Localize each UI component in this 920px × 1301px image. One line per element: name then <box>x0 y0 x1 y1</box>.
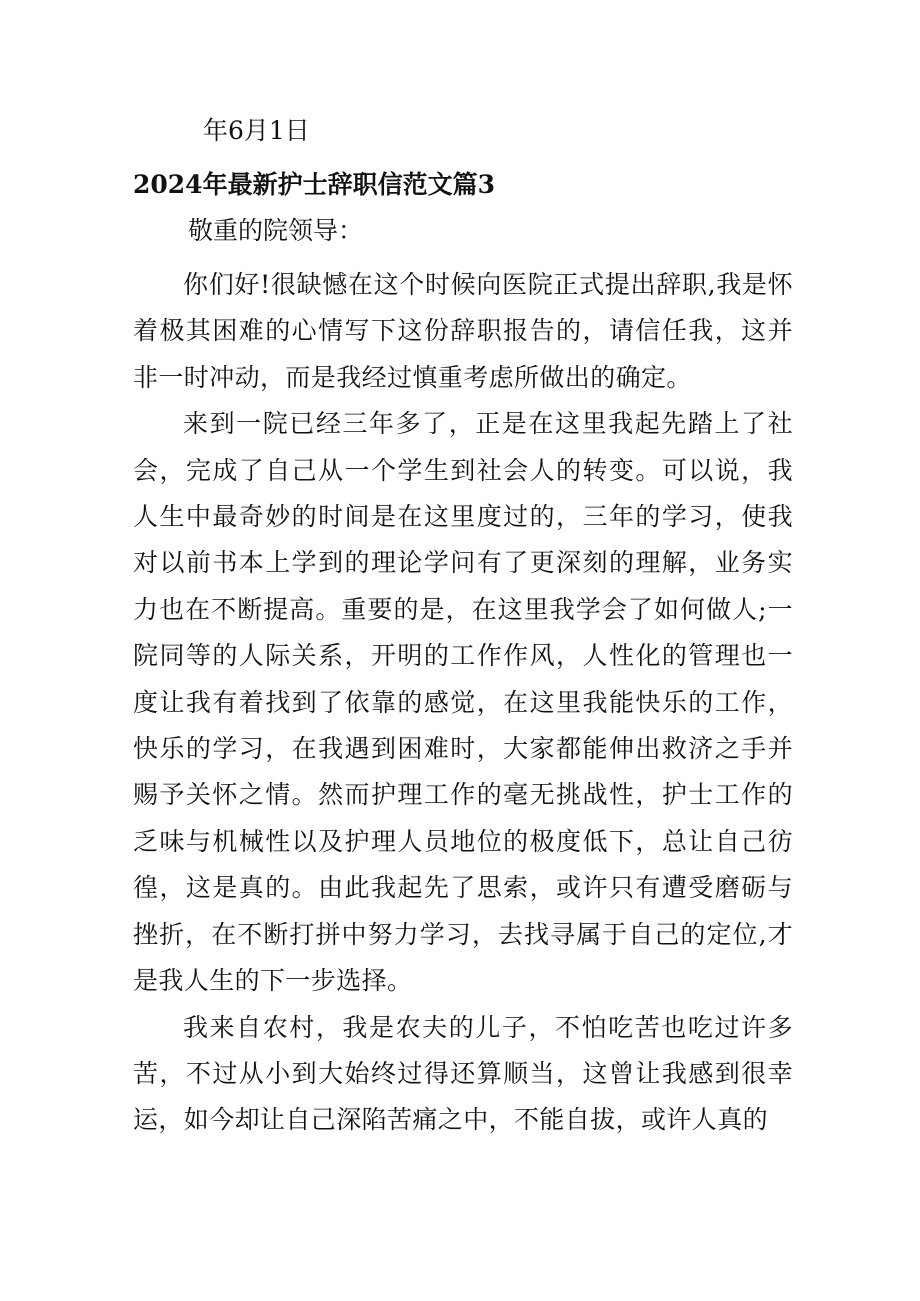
document-title: 2024年最新护士辞职信范文篇3 <box>133 170 495 199</box>
salutation: 敬重的院领导： <box>188 216 364 245</box>
paragraph-3: 我来自农村，我是农夫的儿子，不怕吃苦也吃过许多苦，不过从小到大始终过得还算顺当，这曾让我感到很幸运，如今却让自己深陷苦痛之中，不能自拔，或许人真的 <box>133 1012 793 1135</box>
date-line: 年6月1日 <box>203 116 310 145</box>
paragraph-2: 来到一院已经三年多了，正是在这里我起先踏上了社会，完成了自己从一个学生到社会人的转变。可以说，我人生中最奇妙的时间是在这里度过的，三年的学习，使我对以前书本上学到的理论学问有了更深刻的理解，业务实力也在不断提高。重要的是，在这里我学会了如何做人;一院同等的人际关系，开明的工作作风，人性化的管理也一度让我有着找到了依靠的感觉，在这里我能快乐的工作，快乐的学习，在我遇到困难时，大家都能伸出救济之手并赐予关怀之情。然而护理工作的毫无挑战性，护士工作的乏味与机械性以及护理人员地位的极度低下，总让自己彷徨，这是真的。由此我起先了思索，或许只有遭受磨砺与挫折，在不断打拼中努力学习，去找寻属于自己的定位,才是我人生的下一步选择。 <box>133 409 793 996</box>
letter-body <box>133 262 793 1144</box>
paragraph-1: 你们好!很缺憾在这个时候向医院正式提出辞职,我是怀着极其困难的心情写下这份辞职报告的，请信任我，这并非一时冲动，而是我经过慎重考虑所做出的确定。 <box>133 270 793 392</box>
